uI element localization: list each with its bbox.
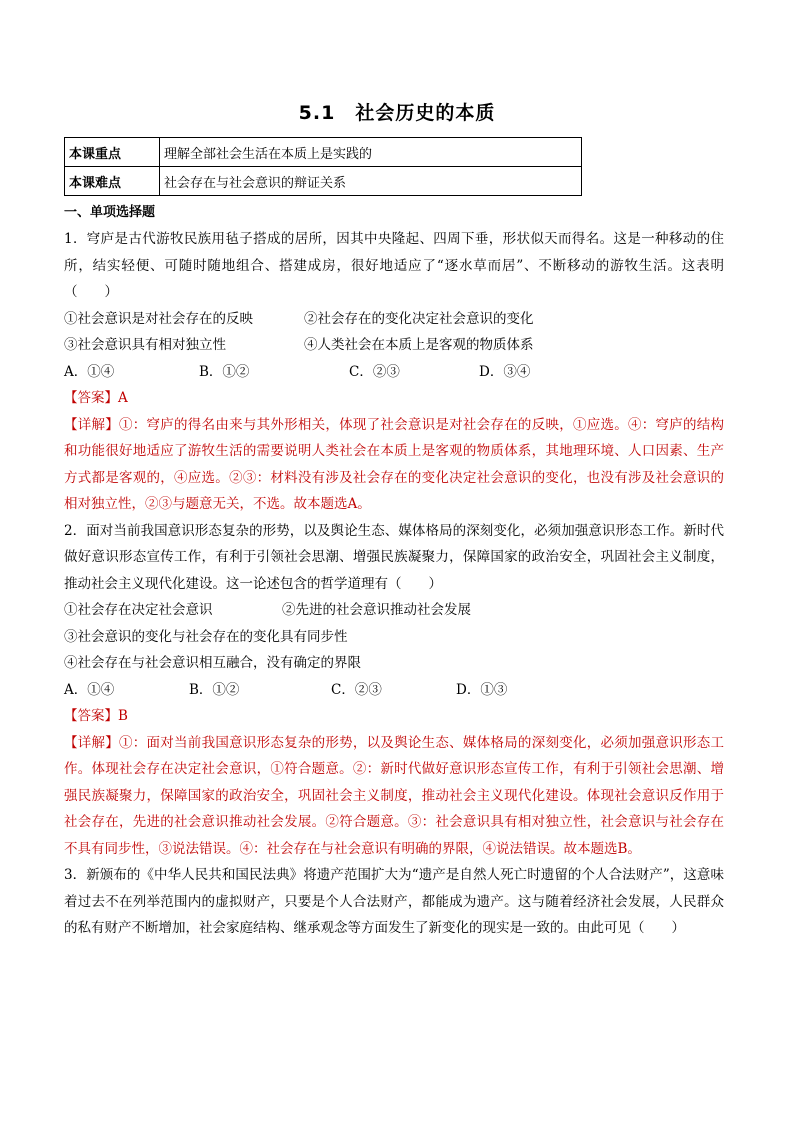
content-body [64,203,724,942]
option-text: ①社会意识是对社会存在的反映 [64,310,253,327]
explain-label: 【详解】 [64,734,120,751]
lesson-key-table [64,137,582,196]
question-2-choices [64,677,724,704]
table-row [65,138,582,167]
question-2-option: ③社会意识的变化与社会存在的变化具有同步性 [64,628,348,645]
option-text: ②社会存在的变化决定社会意识的变化 [304,310,534,327]
choice-b: B．①② [189,681,240,698]
option-text: ③社会意识具有相对独立性 [64,337,226,353]
question-2-stem: 2．面对当前我国意识形态复杂的形势，以及舆论生态、媒体格局的深刻变化，必须加强意识形态工作。新时代做好意识形态宣传工作，有利于引领社会思潮、增强民族凝聚力，保障国家的政治安全，巩固社会主义制度，推动社会主义现代化建设。这一论述包含的哲学道理有（ ） [64,522,724,592]
answer-label: 【答案】 [64,708,118,724]
question-2-answer [64,703,724,730]
choice-b: B．①② [199,363,250,380]
key-label: 本课难点 [65,167,160,196]
choice-d: D．③④ [479,363,531,380]
explain-text: ①：穹庐的得名由来与其外形相关，体现了社会意识是对社会存在的反映，①应选。④：穹庐的结构和功能很好地适应了游牧生活的需要说明人类社会在本质上是客观的物质体系，其地理环境、人口因素、生产方式都是客观的，④应选。②③：材料没有涉及社会存在的变化决定社会意识的变化，也没有涉及社会意识的相对独立性，②③与题意无关，不选。故本题选A。 [64,416,725,512]
option-text: ②先进的社会意识推动社会发展 [282,602,471,618]
section-title: 一、单项选择题 [64,205,156,220]
choice-a: A．①④ [64,363,115,380]
key-value: 社会存在与社会意识的辩证关系 [160,167,582,196]
table-row [65,167,582,196]
explain-text: ①：面对当前我国意识形态复杂的形势，以及舆论生态、媒体格局的深刻变化，必须加强意识形态工作。体现社会存在决定社会意识，①符合题意。②：新时代做好意识形态宣传工作，有利于引领社会思潮、增强民族凝聚力，保障国家的政治安全，巩固社会主义制度，推动社会主义现代化建设。体现社会意识反作用于社会存在，先进的社会意识推动社会发展。②符合题意。③：社会意识具有相对独立性，社会意识与社会存在不具有同步性，③说法错误。④：社会存在与社会意识有明确的界限，④说法错误。故本题选B。 [64,734,725,857]
answer-value: B [118,708,128,724]
option-text: ①社会存在决定社会意识 [64,602,213,618]
question-2-option: ④社会存在与社会意识相互融合，没有确定的界限 [64,655,361,671]
option-text: ④人类社会在本质上是客观的物质体系 [304,337,534,353]
question-1-explanation [64,412,724,518]
question-1-stem: 1．穹庐是古代游牧民族用毡子搭成的居所，因其中央隆起、四周下垂，形状似天而得名。这是一种移动的住所，结实轻便、可随时随地组合、搭建成房，很好地适应了“逐水草而居”、不断移动的游牧生活。这表明（ ） [64,231,724,300]
choice-c: C．②③ [331,681,382,698]
answer-label: 【答案】 [64,390,118,406]
choice-c: C．②③ [349,363,400,380]
page-title: 5.1 社会历史的本质 [298,102,496,124]
question-2-options-row [64,597,724,624]
key-value: 理解全部社会生活在本质上是实践的 [160,138,582,167]
choice-d: D．①③ [456,681,508,698]
question-1-choices [64,359,724,386]
question-1-options-row [64,306,724,333]
answer-value: A [118,390,128,406]
question-1-answer [64,385,724,412]
question-2-explanation [64,730,724,863]
question-1-options-row [64,332,724,359]
key-label: 本课重点 [65,138,160,167]
explain-label: 【详解】 [64,416,120,433]
question-3-stem: 3．新颁布的《中华人民共和国民法典》将遗产范围扩大为“遗产是自然人死亡时遗留的个人合法财产”，这意味着过去不在列举范围内的虚拟财产，只要是个人合法财产，都能成为遗产。这与随着经济社会发展，人民群众的私有财产不断增加，社会家庭结构、继承观念等方面发生了新变化的现实是一致的。由此可见（ ） [64,867,724,936]
choice-a: A．①④ [64,681,115,698]
